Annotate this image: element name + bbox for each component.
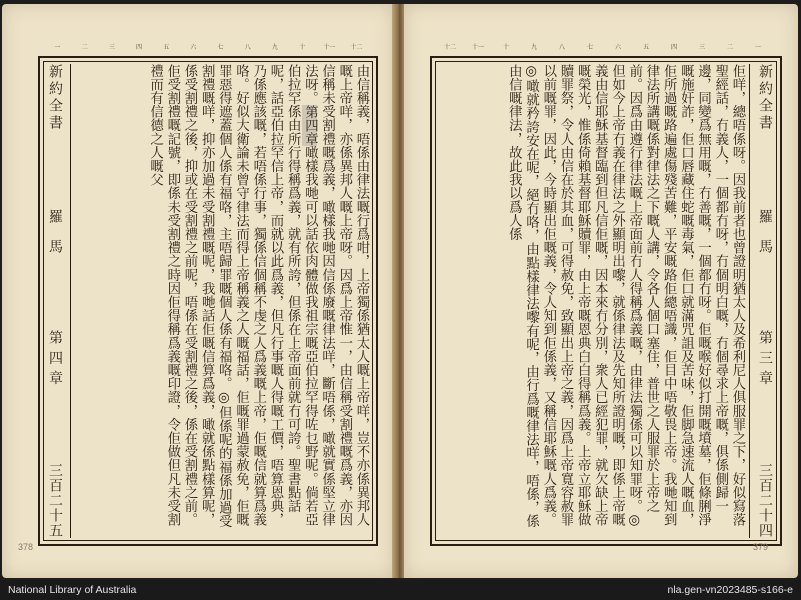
- ruler-mark: 二: [726, 44, 733, 51]
- chapter-label: 第 四 章: [47, 330, 63, 387]
- ruler-mark: 八: [244, 44, 251, 51]
- pencil-page-mark: 378: [18, 542, 34, 552]
- ruler-mark: 二: [81, 44, 88, 51]
- left-body-text: [74, 64, 370, 538]
- ruler-mark: 九: [271, 44, 278, 51]
- book-title: 新約全書: [47, 64, 63, 132]
- left-running-header: [40, 64, 71, 538]
- book-name: 羅 馬: [47, 208, 63, 254]
- ruler-mark: 七: [217, 44, 224, 51]
- item-identifier: nla.gen-vn2023485-s166-e: [667, 584, 793, 596]
- ruler-mark: 七: [586, 44, 593, 51]
- right-text-frame: [430, 56, 782, 546]
- right-ruler: [436, 42, 772, 56]
- right-running-header: [749, 64, 780, 538]
- body-text-after: 噉樣我哋可以話依肉體做我祖宗嘅亞伯拉罕得咗乜野呢。倘若亞伯拉罕係由所行得稱爲義，就有所誇，但係在上帝面前就冇可誇。聖書點話呢，話亞伯拉罕信上帝，而就以此爲義，但凡行事嘅人得嘅工價，唔算恩典，乃係應該嘅，若唔係行事，獨係信個稱不虔之人爲義嘅上帝，佢嘅信就算爲義咯。好似大衛論未曾守律法而得上帝稱義之人嘅福話，佢嘅罪過蒙赦免，佢嘅罪惡得遮蓋個人係有福咯，主唔歸罪嘅個人係有福咯。◎但係呢的福係加過受割禮嘅咩，抑亦加過未受割禮嘅呢，我哋話佢嘅信算爲義，噉就係點樣算呢，係受割禮之後，抑或在受割禮之前呢，唔係在受割禮之後，係在受割禮之前。佢受割禮嘅記號，即係未受割禮之時因佢得稱爲義嘅印證，令佢做但凡未受割禮而有信德之人嘅父: [147, 64, 318, 528]
- ruler-mark: 三: [108, 44, 115, 51]
- ruler-mark: 一: [754, 44, 761, 51]
- chapter-label: 第 三 章: [757, 330, 773, 387]
- ruler-mark: 六: [190, 44, 197, 51]
- body-text: 佢咩，總唔係呀。因我前者也曾證明猶太人及希利尼人俱服罪之下，好似寫落聖經話，冇義人，一個都冇呀，冇個明白嘅，冇個尋求上帝嘅，俱係側歸一邊，同變爲無用嘅，冇善嘅，一個都冇呀。佢嘅喉好似打開嘅墳墓，佢條脷淨嘅施奸詐，佢口唇藏住蛇嘅毒氣，佢口就滿咒詛及苦味，佢脚急速流人嘅血，佢所過嘅路遍處傷殘苦難，平安嘅路佢總唔識，佢目中唔敬畏上帝。我哋知到律法所講嘅係對律法之下嘅人講，令各人個口塞住，普世之人服罪於上帝之前。因爲由遵行律法嘅上帝面前冇人得稱爲義嘅，由律法獨係可以知罪呀。◎但如今上帝冇義在律法之外顯明出嚟，就係律法及先知所證明嘅，即係上帝嘅義由信耶穌基督臨到但凡信佢嘅，因本來冇分別，衆人已經犯罪，就欠缺上帝嘅榮光，惟係倚賴基督耶穌贖罪，由上帝嘅恩典白白得稱爲義。上帝立耶穌做贖罪祭，令人由信在於其血，可得赦免，致顯出上帝之義，因爲上帝寬容赦罪以前嘅罪，因此，今時顯出佢嘅義，令人知到佢係義，又稱信耶穌嘅人爲義。◎噉就矜誇安在呢，絕冇咯，由點樣律法嚟有呢，由行爲嘅律法咩，唔係，係由信嘅律法，故此我以爲人係: [506, 64, 745, 528]
- ruler-mark: 十一: [471, 44, 484, 51]
- ruler-mark: 六: [614, 44, 621, 51]
- ruler-mark: 八: [558, 44, 565, 51]
- page-number: 三百二十四: [757, 462, 773, 538]
- ruler-mark: 五: [163, 44, 170, 51]
- ruler-mark: 一: [54, 44, 61, 51]
- body-text-before: 由信稱義，唔係由律法嘅行爲咁，上帝獨係猶太人嘅上帝咩，豈不亦係異邦人嘅上帝咩，亦係異邦人嘅上帝呀。因爲上帝惟一，由信稱受割禮嘅爲義，亦因信稱未受割禮嘅爲義，噉樣我哋因信係廢嘅律法咩，斷唔係，噉就實係堅立律法呀。: [302, 64, 369, 527]
- ruler-mark: 四: [136, 44, 143, 51]
- left-text-frame: [38, 56, 378, 546]
- ruler-mark: 十二: [350, 44, 363, 51]
- ruler-mark: 十: [299, 44, 306, 51]
- library-credit: National Library of Australia: [8, 584, 137, 596]
- left-ruler: [44, 42, 370, 56]
- ruler-mark: 九: [530, 44, 537, 51]
- ruler-mark: 十一: [323, 44, 336, 51]
- pencil-page-mark: 379: [752, 542, 768, 552]
- ruler-mark: 五: [642, 44, 649, 51]
- book-title: 新約全書: [757, 64, 773, 132]
- page-number: 三百二十五: [47, 462, 63, 538]
- right-page: [404, 4, 798, 578]
- footer-bar: [0, 580, 801, 600]
- left-page: [2, 4, 394, 578]
- right-body-text: [438, 64, 746, 538]
- chapter-marker: 第四章: [302, 104, 318, 146]
- ruler-mark: 三: [698, 44, 705, 51]
- ruler-mark: 十: [502, 44, 509, 51]
- ruler-mark: 十二: [443, 44, 456, 51]
- ruler-mark: 四: [670, 44, 677, 51]
- book-name: 羅 馬: [757, 208, 773, 254]
